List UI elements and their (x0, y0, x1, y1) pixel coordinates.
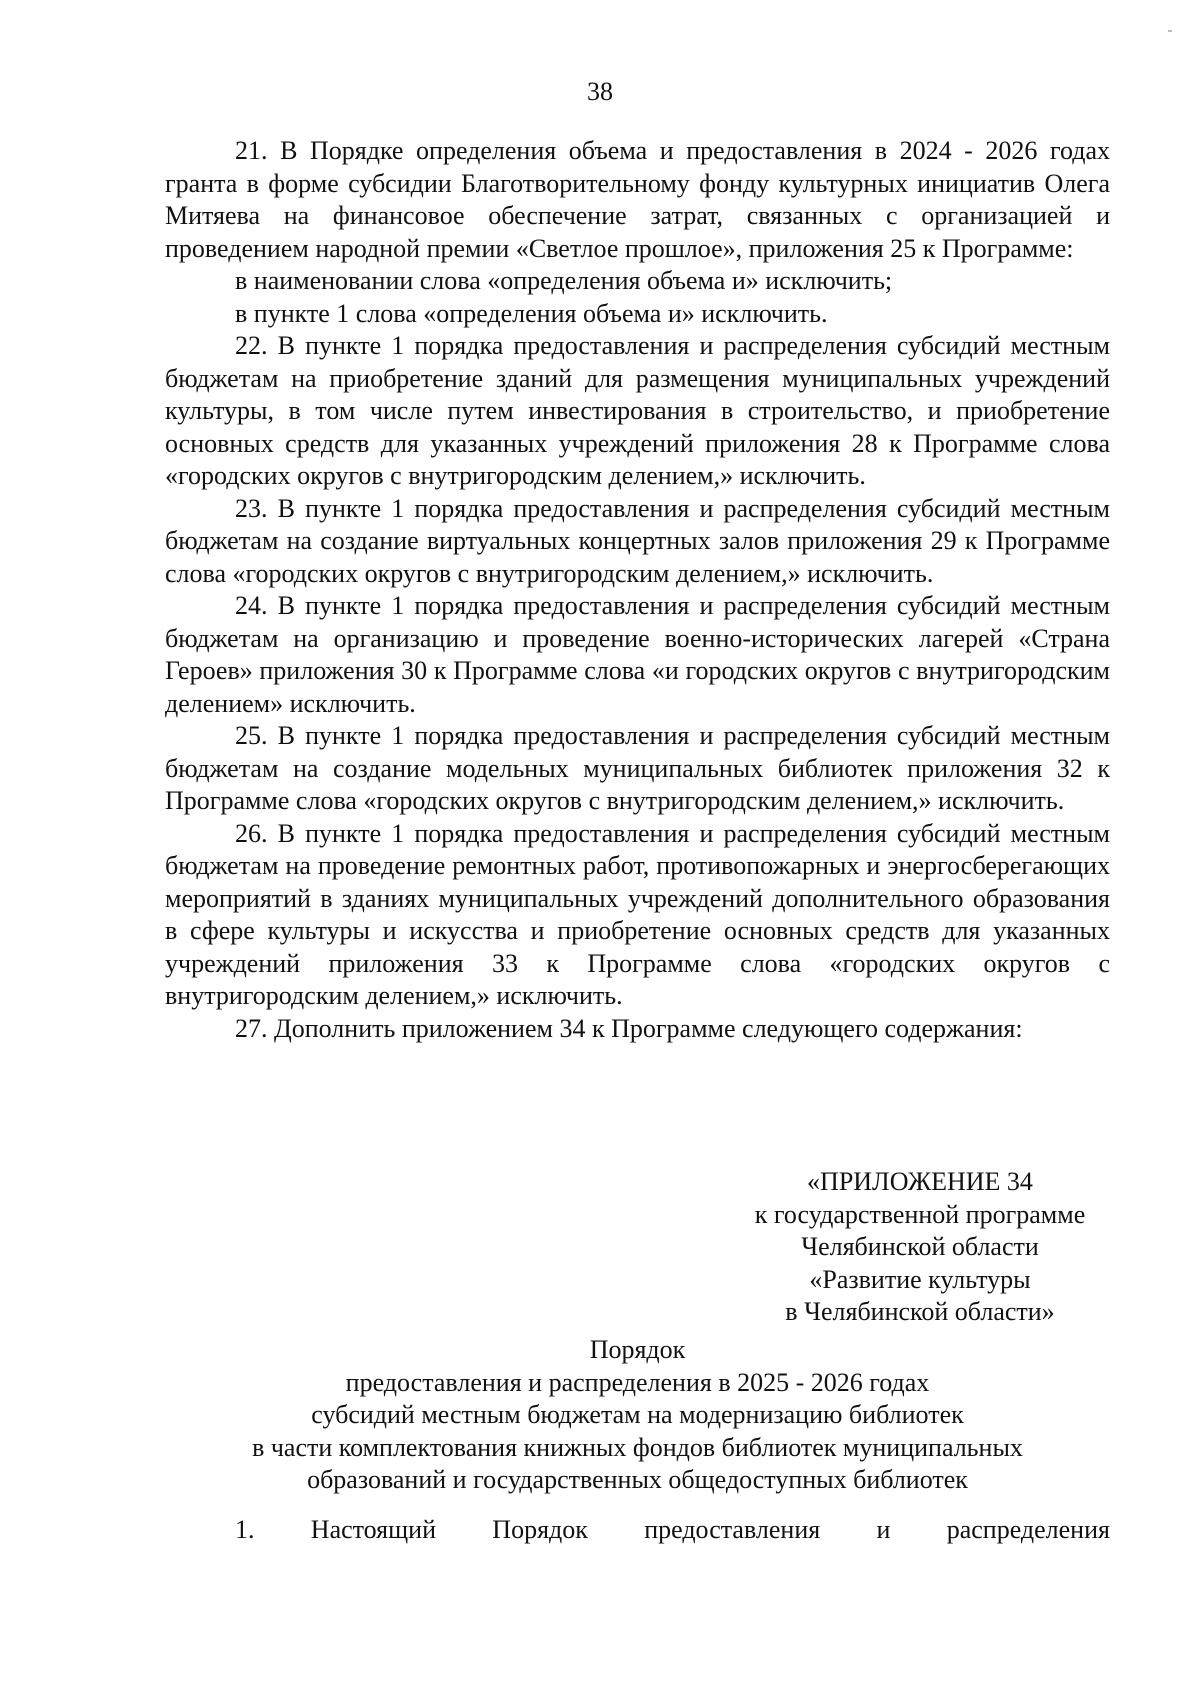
title-line: субсидий местным бюджетам на модернизацию библиотек (311, 1400, 964, 1429)
paragraph-25: 25. В пункте 1 порядка предоставления и распределения субсидий местным бюджетам на создание модельных муниципальных библиотек приложения 32 к Программе слова «городских округов с внутригородским делением,» исключить. (165, 721, 1110, 815)
clause-word: и (876, 1515, 891, 1544)
paragraph-21-item-1: в наименовании слова «определения объема и» исключить; (235, 266, 893, 295)
paragraph-23: 23. В пункте 1 порядка предоставления и распределения субсидий местным бюджетам на создание виртуальных концертных залов приложения 29 к Программе слова «городских округов с внутригородским делением,» исключить. (165, 493, 1110, 588)
paragraph-26: 26. В пункте 1 порядка предоставления и распределения субсидий местным бюджетам на проведение ремонтных работ, противопожарных и энергосберегающих мероприятий в зданиях муниципальных учреждений дополнительного образования в сфере культуры и искусства и приобретение основных средств для указанных учреждений приложения 33 к Программе слова «городских округов с внутригородским делением,» исключить. (165, 818, 1110, 1010)
clause-word: Настоящий (310, 1515, 436, 1544)
title-line: в части комплектования книжных фондов библиотек муниципальных (252, 1432, 1023, 1462)
clause-word: 1. (235, 1515, 255, 1544)
title-line: предоставления и распределения в 2025 - 2026 годах (345, 1367, 930, 1397)
scan-mark (1168, 30, 1172, 32)
paragraph-21: 21. В Порядке определения объема и предоставления в 2024 - 2026 годах гранта в форме субсидии Благотворительному фонду культурных инициатив Олега Митяева на финансовое обеспечение затрат, связанных с организацией и проведением народной премии «Светлое прошлое», приложения 25 к Программе: (165, 136, 1110, 263)
paragraph-24: 24. В пункте 1 порядка предоставления и распределения субсидий местным бюджетам на организацию и проведение военно-исторических лагерей «Страна Героев» приложения 30 к Программе слова «и городских округов с внутригородским делением» исключить. (165, 591, 1110, 718)
appendix-line: в Челябинской области» (785, 1297, 1055, 1326)
procedure-title (165, 1334, 1110, 1497)
appendix-line: «ПРИЛОЖЕНИЕ 34 (807, 1167, 1033, 1196)
paragraph-22: 22. В пункте 1 порядка предоставления и распределения субсидий местным бюджетам на приобретение зданий для размещения муниципальных учреждений культуры, в том числе путем инвестирования в строительство, и приобретение основных средств для указанных учреждений приложения 28 к Программе слова «городских округов с внутригородским делением,» исключить. (165, 331, 1110, 490)
paragraph-27: 27. Дополнить приложением 34 к Программе следующего содержания: (235, 1013, 1023, 1043)
title-line: Порядок (589, 1335, 686, 1364)
appendix-line: Челябинской области (801, 1232, 1039, 1261)
clause-word: предоставления (644, 1515, 821, 1544)
appendix-line: «Развитие культуры (809, 1264, 1031, 1294)
clause-word: распределения (946, 1515, 1110, 1544)
appendix-line: к государственной программе (754, 1199, 1086, 1229)
paragraph-21-item-2: в пункте 1 слова «определения объема и» исключить. (235, 298, 828, 328)
clause-1-line (165, 1514, 1110, 1547)
document-body (165, 135, 1110, 1045)
title-line: образований и государственных общедоступных библиотек (307, 1465, 968, 1494)
appendix-header (730, 1166, 1110, 1329)
clause-word: Порядок (492, 1515, 588, 1544)
page-number: 38 (587, 77, 613, 106)
